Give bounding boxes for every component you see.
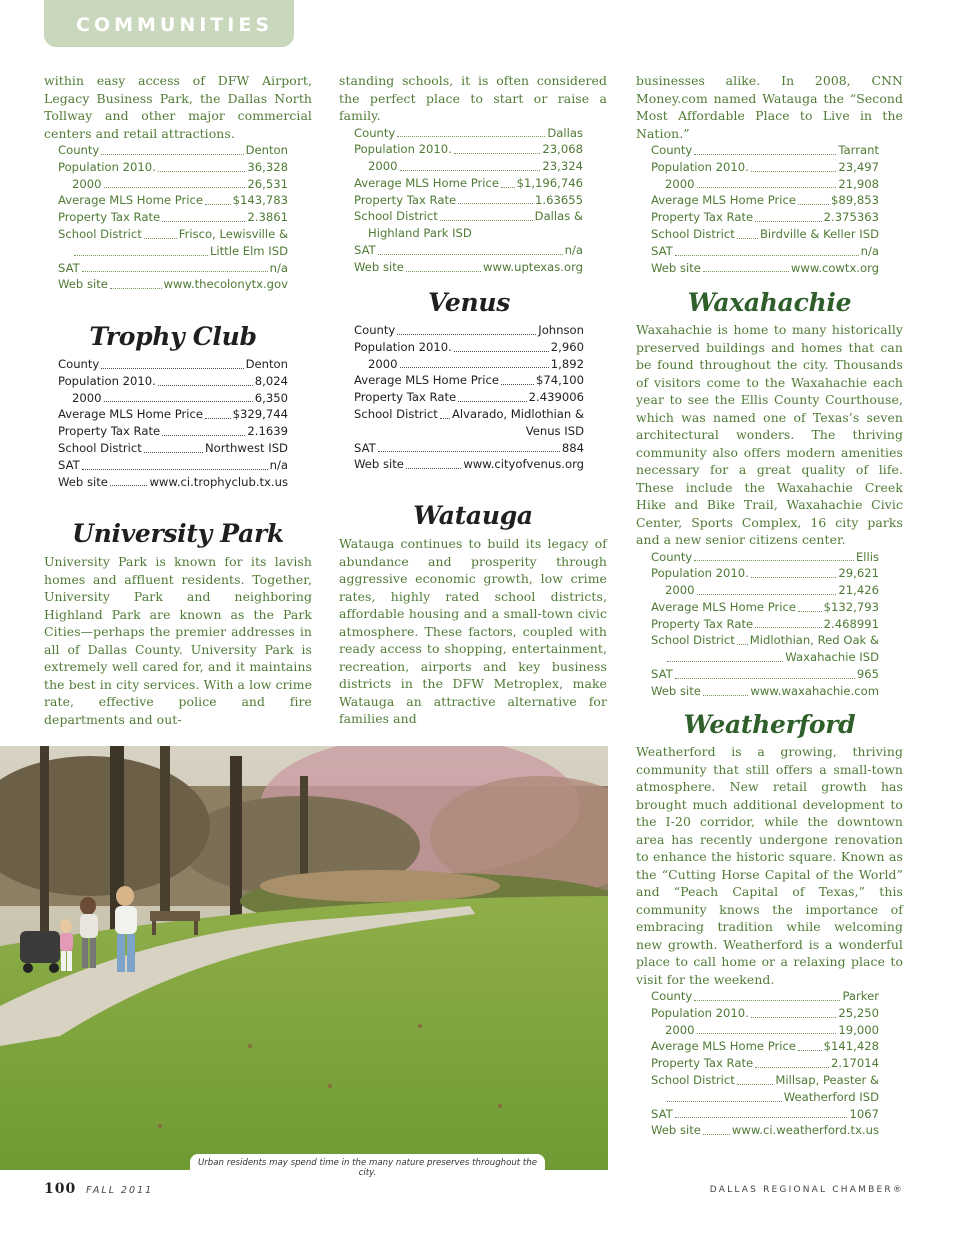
stat-label: County [58, 143, 100, 157]
venus-stats [354, 322, 584, 473]
dot-leader [458, 203, 533, 204]
stat-value: Northwest ISD [204, 440, 288, 455]
dot-leader [675, 255, 859, 256]
dot-leader [110, 485, 148, 486]
dot-leader [82, 469, 268, 470]
stat-value: 23,068 [542, 142, 583, 157]
stat-value: Midlothian, Red Oak & [749, 633, 879, 648]
dot-leader [675, 1117, 848, 1118]
dot-leader [378, 254, 563, 255]
stat-label: Web site [354, 259, 404, 274]
stat-label: Average MLS Home Price [58, 193, 204, 208]
stat-value: Frisco, Lewisville & [178, 226, 288, 241]
dot-leader [406, 271, 481, 272]
stat-row [651, 565, 879, 582]
colony-intro-text: within easy access of DFW Airport, Legacy Business Park, the Dallas North Tollway and other major commercial centers and retail attractions. [44, 73, 312, 141]
park-scene-illustration [0, 746, 608, 1170]
stat-label: Average MLS Home Price [354, 373, 500, 388]
stat-label: Property Tax Rate [651, 210, 754, 225]
stat-row [651, 1106, 879, 1123]
stat-row [58, 356, 288, 373]
stat-value: Dallas & [534, 209, 583, 224]
stat-value: 23,497 [838, 159, 879, 174]
photo-caption: Urban residents may spend time in the many nature preserves throughout the city. [197, 1158, 538, 1178]
stat-row [58, 423, 288, 440]
stat-value: 884 [561, 440, 584, 455]
university-park-section [44, 519, 312, 728]
stat-row [58, 209, 288, 226]
stat-label: Web site [58, 277, 108, 292]
page-number: 100 [44, 1181, 77, 1197]
stat-label: Property Tax Rate [651, 1056, 754, 1071]
stat-row [58, 457, 288, 474]
dot-leader [162, 221, 245, 222]
stat-row [354, 356, 584, 373]
stat-row [354, 158, 583, 175]
dot-leader [110, 288, 162, 289]
stat-row [354, 456, 584, 473]
watauga-text-continued: businesses alike. In 2008, CNN Money.com named Watauga the “Second Most Affordable Place to Live in the Nation.” [636, 73, 903, 141]
dot-leader [158, 385, 253, 386]
university-park-text: University Park is known for its lavish homes and affluent residents. Together, University Park and neighboring Highland Park are known as the Park Cities—perhaps the premier addresses in all of Dallas County. University Park is extremely well cared for, and it maintains the best in city services. With a low crime rate, effective police and fire departments and out- [44, 554, 312, 727]
stat-row [651, 243, 879, 260]
stat-value: 26,531 [247, 176, 288, 191]
trophy-club-section [58, 322, 288, 490]
column-1 [44, 72, 312, 293]
stat-row [354, 208, 583, 225]
stat-label: Population 2010. [651, 159, 749, 174]
stat-row [354, 141, 583, 158]
stat-label: County [354, 323, 396, 337]
dot-leader [798, 204, 829, 205]
stat-row [58, 243, 288, 260]
stat-row [651, 1005, 879, 1022]
waxahachie-section [636, 288, 903, 700]
dot-leader [397, 136, 545, 137]
stat-label: SAT [354, 440, 376, 455]
dot-leader [74, 255, 208, 256]
stat-row [354, 322, 584, 339]
stat-value: 1067 [849, 1106, 879, 1121]
stat-row [651, 192, 879, 209]
stat-value: n/a [860, 243, 879, 258]
stat-value: Parker [842, 989, 879, 1003]
stat-row [651, 988, 879, 1005]
dot-leader [755, 1067, 829, 1068]
waxahachie-heading: Waxahachie [687, 288, 852, 317]
stat-value[interactable]: www.cowtx.org [790, 260, 879, 275]
dot-leader [737, 1084, 774, 1085]
dot-leader [697, 594, 837, 595]
waxahachie-stats [651, 549, 879, 700]
dot-leader [501, 187, 515, 188]
dot-leader [737, 238, 758, 239]
stat-label: Average MLS Home Price [58, 407, 204, 422]
stat-label: 2000 [72, 176, 102, 191]
stat-label: County [651, 549, 693, 564]
dot-leader [694, 560, 854, 561]
stat-label: County [651, 143, 693, 157]
stat-value: Millsap, Peaster & [775, 1072, 879, 1087]
stat-value: 2.3861 [247, 210, 288, 225]
stat-value: Weatherford ISD [783, 1089, 879, 1104]
dot-leader [501, 384, 534, 385]
stat-value: Tarrant [838, 143, 879, 157]
stat-value: 29,621 [838, 566, 879, 581]
dot-leader [144, 452, 203, 453]
stat-label: School District [354, 209, 438, 224]
stat-value: $329,744 [232, 407, 288, 422]
stat-label: Average MLS Home Price [354, 175, 500, 190]
colony-stats [58, 142, 288, 293]
stat-value: 36,328 [247, 159, 288, 174]
dot-leader [101, 154, 243, 155]
stat-row [58, 142, 288, 159]
stat-label: County [58, 357, 100, 371]
stat-row [651, 549, 879, 566]
stat-value: Birdville & Keller ISD [759, 226, 879, 241]
stat-value: Dallas [547, 125, 583, 140]
stat-label: Average MLS Home Price [651, 1039, 797, 1054]
weatherford-heading: Weatherford [683, 710, 856, 739]
dot-leader [440, 418, 450, 419]
stat-row [651, 632, 879, 649]
stat-value: Ellis [855, 549, 879, 564]
dot-leader [798, 611, 822, 612]
stat-value: 2.439006 [528, 390, 584, 405]
stat-label: 2000 [665, 176, 695, 191]
dot-leader [397, 334, 536, 335]
stat-label: Average MLS Home Price [651, 599, 797, 614]
dot-leader [755, 221, 822, 222]
weatherford-text: Weatherford is a growing, thriving community that still offers a small-town atmosphere. New retail growth has brought much additional development to the I-20 corridor, while the downtown area has recently undergone renovation to enhance the historic square. Known as the “Cutting Horse Capital of the World” and “Peach Capital of Texas,” this community knows the importance of embracing tradition while welcoming new growth. Weatherford is a wonderful place to call home or a relaxing place to visit for the weekend. [636, 744, 903, 987]
section-tab: COMMUNITIES [44, 0, 294, 47]
stat-value: Denton [245, 143, 288, 157]
stat-label: Web site [651, 1123, 701, 1138]
dot-leader [82, 271, 268, 272]
stat-row [354, 225, 583, 242]
stat-row [651, 666, 879, 683]
publication-name: DALLAS REGIONAL CHAMBER® [709, 1185, 904, 1195]
stat-row [651, 159, 879, 176]
watauga-text: Watauga continues to build its legacy of abundance and prosperity through aggressive economic growth, low crime rates, highly rated school districts, affordable housing and a small-town civic atmosphere. These factors, coupled with ready access to shopping, entertainment, recreation, airports and key business districts in the DFW Metroplex, make Watauga an attractive alternative for families and [339, 536, 607, 726]
stat-value: 2,960 [550, 339, 584, 354]
stat-label: SAT [651, 667, 673, 682]
dot-leader [703, 271, 789, 272]
stat-value: Alvarado, Midlothian & [451, 406, 584, 421]
stat-value: 965 [856, 667, 879, 682]
stat-value: Waxahachie ISD [785, 650, 879, 665]
stat-value: $1,196,746 [516, 175, 583, 190]
stat-label: SAT [58, 260, 80, 275]
stat-row [58, 192, 288, 209]
stat-value: n/a [269, 260, 288, 275]
stat-label: SAT [354, 243, 376, 258]
stat-row [651, 1022, 879, 1039]
dot-leader [667, 661, 783, 662]
stat-value[interactable]: www.ci.weatherford.tx.us [731, 1123, 879, 1138]
column-3 [636, 72, 903, 276]
dot-leader [104, 401, 253, 402]
stat-value: $143,783 [232, 193, 288, 208]
trophy-club-stats [58, 356, 288, 490]
stat-label: Web site [58, 474, 108, 489]
dot-leader [703, 1134, 730, 1135]
stat-label: Population 2010. [651, 1005, 749, 1020]
dot-leader [406, 468, 461, 469]
stat-value: 2.468991 [823, 616, 879, 631]
stat-row [354, 406, 584, 423]
stat-row [58, 474, 288, 491]
weatherford-section [636, 710, 903, 1139]
stat-row [651, 142, 879, 159]
trophy-club-heading: Trophy Club [89, 322, 257, 351]
stat-label: Population 2010. [58, 373, 156, 388]
stat-value: 8,024 [254, 373, 288, 388]
dot-leader [675, 678, 855, 679]
stat-row [58, 440, 288, 457]
dot-leader [751, 171, 837, 172]
dot-leader [694, 154, 836, 155]
dot-leader [378, 451, 560, 452]
stat-row [651, 616, 879, 633]
stat-row [354, 339, 584, 356]
dot-leader [400, 367, 549, 368]
stat-value: 21,908 [838, 176, 879, 191]
stat-label: 2000 [368, 159, 398, 174]
stat-label: School District [58, 226, 142, 241]
stat-value[interactable]: www.cityofvenus.org [463, 457, 584, 472]
dot-leader [101, 368, 243, 369]
stat-value: 2.375363 [823, 210, 879, 225]
stat-row [58, 176, 288, 193]
stat-label: Average MLS Home Price [651, 193, 797, 208]
stat-value: 6,350 [254, 390, 288, 405]
stat-row [651, 209, 879, 226]
stat-row [651, 649, 879, 666]
stat-label: SAT [651, 243, 673, 258]
stat-value: 2.17014 [831, 1056, 879, 1071]
stat-value: 25,250 [838, 1005, 879, 1020]
stat-value: 19,000 [838, 1022, 879, 1037]
stat-row [354, 192, 583, 209]
stat-label: Population 2010. [354, 339, 452, 354]
watauga-heading: Watauga [413, 501, 533, 530]
weatherford-stats [651, 988, 879, 1139]
stat-value: 21,426 [838, 583, 879, 598]
stat-value: $141,428 [823, 1039, 879, 1054]
stat-value: Little Elm ISD [209, 243, 288, 258]
stat-label: Property Tax Rate [354, 192, 457, 207]
watauga-stats [651, 142, 879, 276]
dot-leader [205, 418, 231, 419]
stat-row [651, 1089, 879, 1106]
stat-label: Property Tax Rate [58, 424, 161, 439]
stat-row [651, 1055, 879, 1072]
park-photo [0, 746, 608, 1170]
stat-label: Web site [651, 260, 701, 275]
university-park-stats [354, 125, 583, 276]
stat-value: $74,100 [536, 373, 584, 388]
university-park-text-continued: standing schools, it is often considered the perfect place to start or raise a family. [339, 73, 607, 123]
stat-label: Population 2010. [58, 159, 156, 174]
stat-row [354, 259, 583, 276]
stat-row [651, 226, 879, 243]
stat-label: 2000 [665, 583, 695, 598]
dot-leader [104, 187, 246, 188]
stat-label: 2000 [368, 356, 398, 371]
stat-value: Johnson [538, 323, 584, 337]
stat-value: n/a [564, 243, 583, 258]
dot-leader [454, 153, 541, 154]
stat-label: Web site [354, 457, 404, 472]
dot-leader [751, 1017, 837, 1018]
stat-value[interactable]: www.waxahachie.com [750, 683, 879, 698]
stat-row [354, 440, 584, 457]
stat-label: Property Tax Rate [354, 390, 457, 405]
dot-leader [798, 1050, 822, 1051]
stat-row [651, 1122, 879, 1139]
stat-value[interactable]: www.ci.trophyclub.tx.us [149, 474, 288, 489]
stat-row [58, 276, 288, 293]
stat-label: SAT [651, 1106, 673, 1121]
stat-row [651, 260, 879, 277]
stat-row [651, 176, 879, 193]
university-park-heading: University Park [72, 519, 284, 548]
stat-row [651, 582, 879, 599]
stat-label: School District [651, 226, 735, 241]
dot-leader [400, 170, 541, 171]
stat-label: School District [58, 440, 142, 455]
stat-value[interactable]: www.uptexas.org [483, 259, 583, 274]
dot-leader [162, 435, 245, 436]
dot-leader [667, 1101, 782, 1102]
stat-label: School District [651, 633, 735, 648]
dot-leader [144, 238, 177, 239]
stat-row [58, 159, 288, 176]
venus-section [354, 288, 584, 473]
dot-leader [737, 644, 748, 645]
stat-label: Population 2010. [354, 142, 452, 157]
stat-row [651, 599, 879, 616]
stat-label: Property Tax Rate [651, 616, 754, 631]
stat-label: School District [354, 406, 438, 421]
dot-leader [697, 1033, 837, 1034]
stat-label: Highland Park ISD [368, 226, 472, 241]
stat-label: 2000 [665, 1022, 695, 1037]
dot-leader [697, 187, 837, 188]
watauga-section [339, 501, 607, 728]
stat-row [354, 175, 583, 192]
stat-row [651, 1072, 879, 1089]
stat-value: Venus ISD [525, 423, 584, 438]
stat-value: $89,853 [831, 193, 879, 208]
stat-value[interactable]: www.thecolonytx.gov [163, 277, 288, 292]
dot-leader [694, 1000, 840, 1001]
stat-value: 1.63655 [535, 192, 583, 207]
stat-value: 23,324 [542, 159, 583, 174]
dot-leader [703, 695, 748, 696]
stat-label: Web site [651, 683, 701, 698]
dot-leader [755, 627, 822, 628]
stat-value: 1,892 [550, 356, 584, 371]
stat-row [58, 373, 288, 390]
stat-row [651, 683, 879, 700]
dot-leader [458, 401, 527, 402]
stat-row [354, 372, 584, 389]
stat-value: Denton [245, 357, 288, 371]
stat-row [354, 242, 583, 259]
stat-row [354, 389, 584, 406]
stat-value: $132,793 [823, 599, 879, 614]
dot-leader [205, 204, 231, 205]
venus-heading: Venus [428, 288, 510, 317]
stat-row [58, 390, 288, 407]
stat-row [58, 260, 288, 277]
stat-label: County [651, 989, 693, 1003]
stat-row [651, 1038, 879, 1055]
stat-label: Property Tax Rate [58, 210, 161, 225]
column-2 [339, 72, 607, 276]
issue-label: FALL 2011 [86, 1185, 154, 1196]
stat-row [354, 125, 583, 142]
stat-value: 2.1639 [247, 424, 288, 439]
stat-label: Population 2010. [651, 566, 749, 581]
stat-row [354, 423, 584, 440]
stat-label: School District [651, 1072, 735, 1087]
dot-leader [751, 577, 837, 578]
dot-leader [454, 351, 549, 352]
stat-label: SAT [58, 457, 80, 472]
stat-label: County [354, 125, 396, 140]
dot-leader [440, 220, 533, 221]
stat-row [58, 226, 288, 243]
stat-label: 2000 [72, 390, 102, 405]
stat-row [58, 406, 288, 423]
stat-value: n/a [269, 457, 288, 472]
dot-leader [158, 171, 246, 172]
waxahachie-text: Waxahachie is home to many historically preserved buildings and homes that can be found throughout the city. Thousands of visitors come to the Waxahachie each year to see the Ellis County Courthouse, which was named one of Texas’s seven architectural wonders. The thriving community also offers modern amenities necessary for a great quality of life. These include the Waxahachie Creek Hike and Bike Trail, Waxahachie Civic Center, Sports Complex, 16 city parks and a new senior citizens center. [636, 322, 903, 547]
